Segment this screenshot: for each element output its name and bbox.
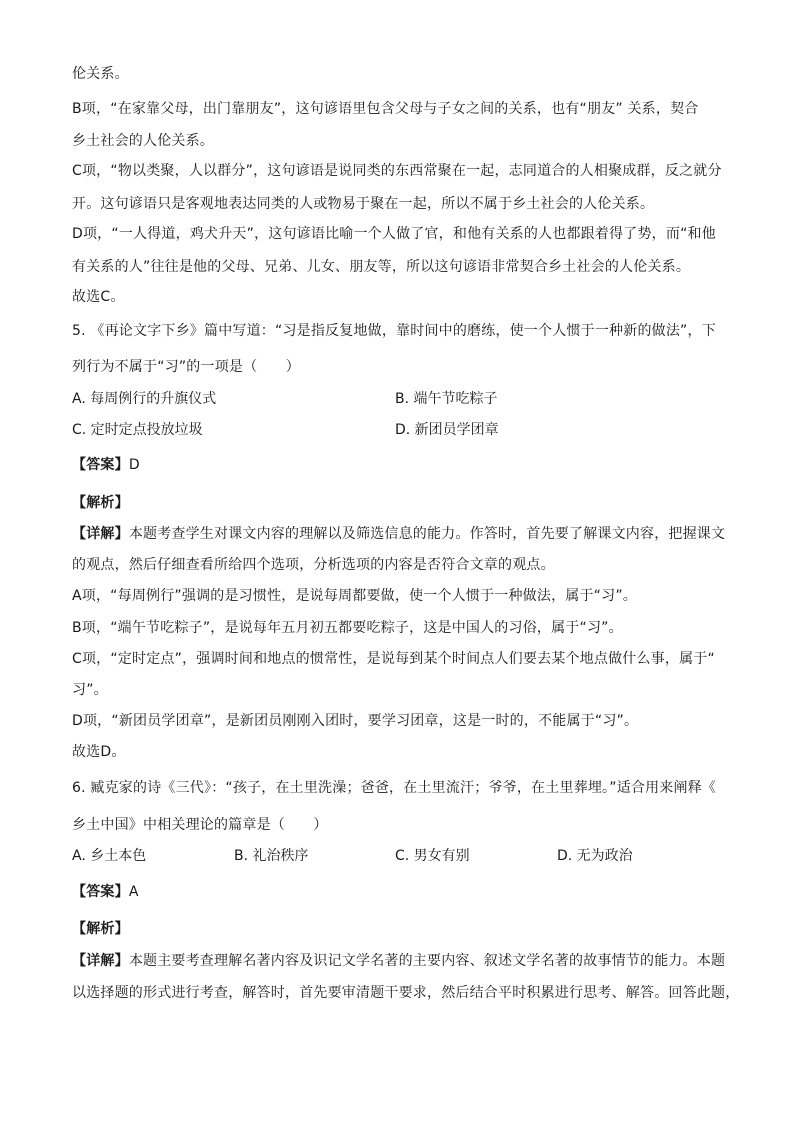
q5-detail-text1: 本题考查学生对课文内容的理解以及筛选信息的能力。作答时，首先要了解课文内容，把握课文 <box>128 526 726 542</box>
q5-option-d: D. 新团员学团章 <box>395 422 499 438</box>
prev-choice: 故选C。 <box>72 289 125 305</box>
prev-option-d-line2: 有关系的人”往往是他的父母、兄弟、儿女、朋友等，所以这句谚语非常契合乡土社会的人伦关系。 <box>72 259 691 275</box>
q5-detail-line1 <box>72 524 725 544</box>
q6-option-c: C. 男女有别 <box>395 848 470 864</box>
q6-detail-tag: 【详解】 <box>72 953 129 969</box>
q5-option-b-analysis: B项，“端午节吃粽子”，是说每年五月初五都要吃粽子，这是中国人的习俗，属于“习”。 <box>72 620 623 636</box>
q5-option-c-analysis-line1: C项，“定时定点”，强调时间和地点的惯常性，是说每到某个时间点人们要去某个地点做什么事，属于“ <box>72 651 715 667</box>
q6-answer-value: A <box>128 884 139 900</box>
prev-option-c-line2: 开。这句谚语只是客观地表达同类的人或物易于聚在一起，所以不属于乡土社会的人伦关系。 <box>72 196 655 212</box>
prev-option-b-line1: B项，“在家靠父母，出门靠朋友”，这句谚语里包含父母与子女之间的关系，也有“朋友” 关系，契合 <box>72 101 699 117</box>
prev-option-c-line1: C项，“物以类聚，人以群分”，这句谚语是说同类的东西常聚在一起，志同道合的人相聚成群，反之就分 <box>72 163 722 179</box>
q5-stem-line1: 5. 《再论文字下乡》篇中写道：“习是指反复地做，靠时间中的磨练，使一个人惯于一种新的做法”，下 <box>72 323 716 339</box>
q5-detail-tag: 【详解】 <box>72 526 129 542</box>
q5-option-d-analysis: D项，“新团员学团章”，是新团员刚刚入团时，要学习团章，这是一时的，不能属于“习”。 <box>72 713 639 729</box>
q6-answer <box>72 882 139 902</box>
q6-detail-text1: 本题主要考查理解名著内容及识记文学名著的主要内容、叙述文学名著的故事情节的能力。本题 <box>128 953 726 969</box>
q5-option-a: A. 每周例行的升旗仪式 <box>72 391 217 407</box>
q6-detail-line2: 以选择题的形式进行考查，解答时，首先要审清题干要求，然后结合平时积累进行思考、解答。回答此题， <box>72 985 740 1001</box>
q5-choice: 故选D。 <box>72 744 126 760</box>
prev-option-b-line2: 乡土社会的人伦关系。 <box>72 133 214 149</box>
q5-option-b: B. 端午节吃粽子 <box>395 391 498 407</box>
q5-analysis-tag: 【解析】 <box>72 495 129 511</box>
q6-option-d: D. 无为政治 <box>557 848 633 864</box>
prev-option-d-line1: D项，“一人得道，鸡犬升天”，这句谚语比喻一个人做了官，和他有关系的人也都跟着得了势，而“和他 <box>72 226 716 242</box>
q5-answer-value: D <box>128 457 140 473</box>
prev-line: 伦关系。 <box>72 66 129 82</box>
q5-option-c-analysis-line2: 习”。 <box>72 682 108 698</box>
q5-answer <box>72 455 140 475</box>
q5-detail-line2: 的观点，然后仔细查看所给四个选项，分析选项的内容是否符合文章的观点。 <box>72 557 555 573</box>
q6-analysis-tag: 【解析】 <box>72 921 129 937</box>
q6-answer-tag: 【答案】 <box>72 884 129 900</box>
q6-stem-line1: 6. 臧克家的诗《三代》：“孩子，在土里洗澡；爸爸，在土里流汗；爷爷，在土里葬埋。”适合用来阐释《 <box>72 780 717 796</box>
q5-option-c: C. 定时定点投放垃圾 <box>72 422 203 438</box>
q6-option-b: B. 礼治秩序 <box>234 848 309 864</box>
q5-answer-tag: 【答案】 <box>72 457 129 473</box>
q6-option-a: A. 乡土本色 <box>72 848 147 864</box>
q6-detail-line1 <box>72 951 725 971</box>
q5-stem-line2: 列行为不属于“习”的一项是（ ） <box>72 359 300 375</box>
q5-option-a-analysis: A项，“每周例行”强调的是习惯性，是说每周都要做，使一个人惯于一种做法，属于“习”。 <box>72 588 637 604</box>
q6-stem-line2: 乡土中国》中相关理论的篇章是（ ） <box>72 817 328 833</box>
